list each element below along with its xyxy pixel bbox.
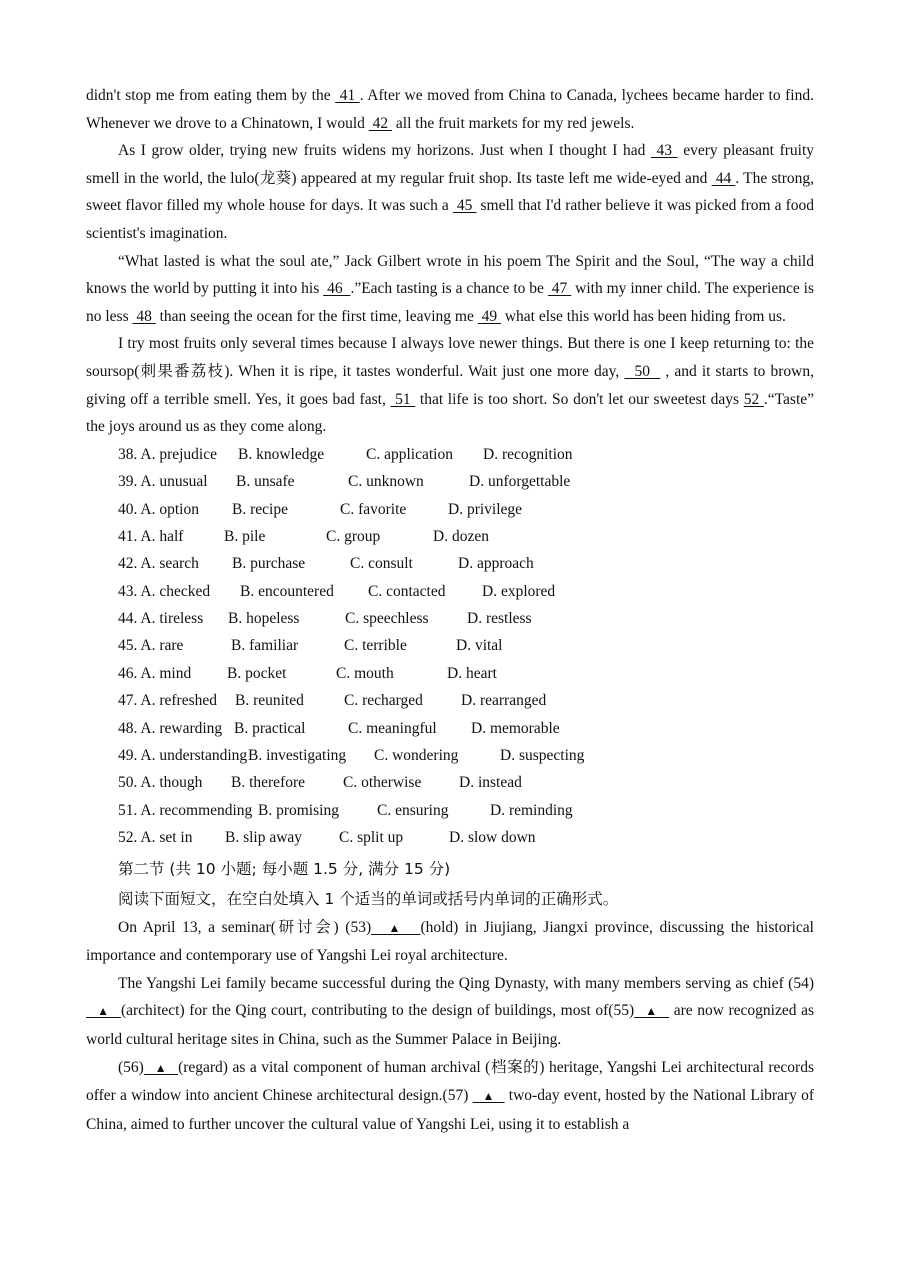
- blank-51: 51: [390, 390, 416, 408]
- question-option-a: 41. A. half: [118, 527, 184, 545]
- option-row: [86, 715, 814, 742]
- question-option-a: 52. A. set in: [118, 829, 193, 847]
- question-option-c: C. recharged: [344, 692, 423, 710]
- text: . The strong, sweet flavor filled my whole house for days. It was such a: [86, 169, 815, 215]
- question-option-d: D. rearranged: [461, 692, 547, 710]
- question-option-d: D. recognition: [483, 445, 573, 463]
- question-option-d: D. memorable: [471, 719, 560, 737]
- question-option-d: D. vital: [456, 637, 503, 655]
- question-option-a: 45. A. rare: [118, 637, 184, 655]
- text: (56): [118, 1058, 144, 1076]
- passage-paragraph-3: [86, 248, 814, 331]
- question-option-c: C. split up: [339, 829, 404, 847]
- text: are now recognized as world cultural heritage sites in China, such as the Summer Palace in Beijing.: [86, 1002, 815, 1048]
- grammar-paragraph-1: [86, 914, 814, 970]
- blank-52: 52: [743, 390, 764, 408]
- question-option-b: B. purchase: [232, 555, 306, 573]
- question-option-a: 40. A. option: [118, 500, 199, 518]
- option-row: [86, 605, 814, 632]
- text: I try most fruits only several times because I always love newer things. But there is one I keep returning to: the soursop(刺果番荔枝). When it is ripe, it tastes wonderful. Wait just one more day,: [86, 335, 814, 380]
- question-option-b: B. knowledge: [238, 445, 325, 463]
- passage-paragraph-4: [86, 330, 814, 440]
- exam-page: [86, 82, 814, 1138]
- question-option-c: C. terrible: [344, 637, 407, 655]
- text: .”Each tasting is a chance to be: [350, 280, 548, 298]
- question-option-b: B. unsafe: [236, 473, 295, 491]
- blank-54: ▲: [86, 1004, 121, 1019]
- option-row: [86, 523, 814, 550]
- question-option-a: 46. A. mind: [118, 664, 192, 682]
- text: didn't stop me from eating them by the: [86, 87, 336, 104]
- option-row: [86, 550, 814, 577]
- text: all the fruit markets for my red jewels.: [392, 114, 635, 132]
- question-option-d: D. slow down: [449, 829, 536, 847]
- blank-57: ▲: [472, 1089, 505, 1104]
- question-option-d: D. privilege: [448, 500, 523, 518]
- blank-46: 46: [323, 280, 351, 298]
- question-option-d: D. restless: [467, 610, 532, 628]
- option-row: [86, 797, 814, 824]
- text: every pleasant fruity smell in the world, the lulo(龙葵) appeared at my regular fruit shop. Its taste left me wide-eyed and: [86, 142, 815, 187]
- blank-43: 43: [650, 142, 678, 160]
- question-option-b: B. familiar: [231, 637, 299, 655]
- question-option-a: 51. A. recommending: [118, 801, 253, 819]
- text: smell that I'd rather believe it was picked from a food scientist's imagination.: [86, 197, 814, 242]
- question-option-a: 47. A. refreshed: [118, 692, 217, 710]
- text: As I grow older, trying new fruits widens my horizons. Just when I thought I had: [118, 142, 651, 160]
- question-option-c: C. ensuring: [377, 801, 449, 819]
- text: than seeing the ocean for the first time, leaving me: [155, 307, 478, 325]
- question-option-a: 39. A. unusual: [118, 473, 208, 491]
- question-option-c: C. mouth: [336, 664, 394, 682]
- blank-53: ▲: [371, 920, 421, 935]
- question-option-d: D. dozen: [433, 527, 489, 545]
- question-option-c: C. favorite: [340, 500, 407, 518]
- text: with my inner child. The experience is no less: [86, 280, 815, 325]
- question-option-b: B. investigating: [248, 747, 347, 765]
- question-option-c: C. otherwise: [343, 774, 422, 792]
- option-row: [86, 468, 814, 495]
- answer-options: [86, 441, 814, 852]
- question-option-d: D. reminding: [490, 801, 573, 819]
- passage-paragraph-2: [86, 137, 814, 247]
- option-row: [86, 769, 814, 796]
- question-option-c: C. speechless: [345, 610, 429, 628]
- text: , and it starts to brown, giving off a terrible smell. Yes, it goes bad fast,: [86, 362, 814, 408]
- blank-50: 50: [624, 362, 661, 380]
- question-option-d: D. suspecting: [500, 747, 585, 765]
- text: . After we moved from China to Canada, lychees became harder to find. Whenever we drove to a Chinatown, I would: [86, 87, 814, 132]
- text: On April 13, a seminar(研讨会) (53): [118, 918, 372, 936]
- blank-44: 44: [711, 169, 736, 187]
- question-option-c: C. application: [366, 445, 453, 463]
- text: .“Taste” the joys around us as they come along.: [86, 390, 815, 436]
- question-option-d: D. explored: [482, 582, 556, 600]
- section-2-heading: 第二节 (共 10 小题; 每小题 1.5 分, 满分 15 分): [118, 859, 451, 878]
- question-option-c: C. group: [326, 527, 381, 545]
- option-row: [86, 824, 814, 851]
- question-option-a: 44. A. tireless: [118, 610, 204, 628]
- option-row: [86, 441, 814, 468]
- text: two-day event, hosted by the National Library of China, aimed to further uncover the cultural value of Yangshi Lei, using it to establish a: [86, 1087, 814, 1133]
- option-row: [86, 660, 814, 687]
- question-option-a: 42. A. search: [118, 555, 199, 573]
- question-option-c: C. meaningful: [348, 719, 437, 737]
- blank-55: ▲: [634, 1004, 670, 1019]
- text: “What lasted is what the soul ate,” Jack Gilbert wrote in his poem The Spirit and the Soul, “The way a child knows the world by putting it into his: [86, 252, 814, 298]
- question-option-c: C. contacted: [368, 582, 446, 600]
- text: The Yangshi Lei family became successful during the Qing Dynasty, with many members serving as chief (54): [118, 974, 814, 992]
- question-option-b: B. practical: [234, 719, 306, 737]
- text: what else this world has been hiding from us.: [500, 307, 786, 325]
- blank-56: ▲: [143, 1060, 179, 1075]
- question-option-d: D. unforgettable: [469, 473, 571, 491]
- option-row: [86, 687, 814, 714]
- text: that life is too short. So don't let our sweetest days: [415, 390, 744, 408]
- text: (hold) in Jiujiang, Jiangxi province, discussing the historical importance and contemporary use of Yangshi Lei royal architecture.: [86, 918, 814, 965]
- question-option-a: 48. A. rewarding: [118, 719, 223, 737]
- text: (architect) for the Qing court, contributing to the design of buildings, most of(55): [120, 1002, 635, 1020]
- blank-45: 45: [452, 197, 477, 215]
- question-option-b: B. encountered: [240, 582, 334, 600]
- question-option-a: 50. A. though: [118, 774, 203, 792]
- question-option-b: B. slip away: [225, 829, 303, 847]
- passage-paragraph-1: [86, 82, 814, 137]
- question-option-d: D. approach: [458, 555, 534, 573]
- question-option-d: D. heart: [447, 664, 497, 682]
- question-option-b: B. therefore: [231, 774, 306, 792]
- blank-47: 47: [547, 280, 572, 298]
- question-option-b: B. promising: [258, 801, 339, 819]
- grammar-paragraph-3: [86, 1054, 814, 1139]
- question-option-c: C. wondering: [374, 747, 459, 765]
- option-row: [86, 496, 814, 523]
- option-row: [86, 632, 814, 659]
- blank-42: 42: [368, 114, 393, 132]
- question-option-b: B. pile: [224, 527, 266, 545]
- question-option-a: 43. A. checked: [118, 582, 211, 600]
- question-option-d: D. instead: [459, 774, 522, 792]
- question-option-c: C. consult: [350, 555, 413, 573]
- option-row: [86, 742, 814, 769]
- blank-41: 41: [335, 87, 360, 104]
- blank-49: 49: [477, 307, 501, 325]
- question-option-b: B. reunited: [235, 692, 304, 710]
- question-option-b: B. hopeless: [228, 610, 300, 628]
- option-row: [86, 578, 814, 605]
- grammar-paragraph-2: [86, 970, 814, 1054]
- question-option-a: 49. A. understanding: [118, 747, 248, 765]
- question-option-b: B. pocket: [227, 664, 287, 682]
- question-option-a: 38. A. prejudice: [118, 445, 218, 463]
- question-option-c: C. unknown: [348, 473, 424, 491]
- question-option-b: B. recipe: [232, 500, 288, 518]
- text: (regard) as a vital component of human archival (档案的) heritage, Yangshi Lei architectural records offer a window into ancient Chinese architectural design.(57): [86, 1058, 814, 1105]
- blank-48: 48: [132, 307, 156, 325]
- section-2-instruction: 阅读下面短文，在空白处填入 1 个适当的单词或括号内单词的正确形式。: [118, 889, 619, 908]
